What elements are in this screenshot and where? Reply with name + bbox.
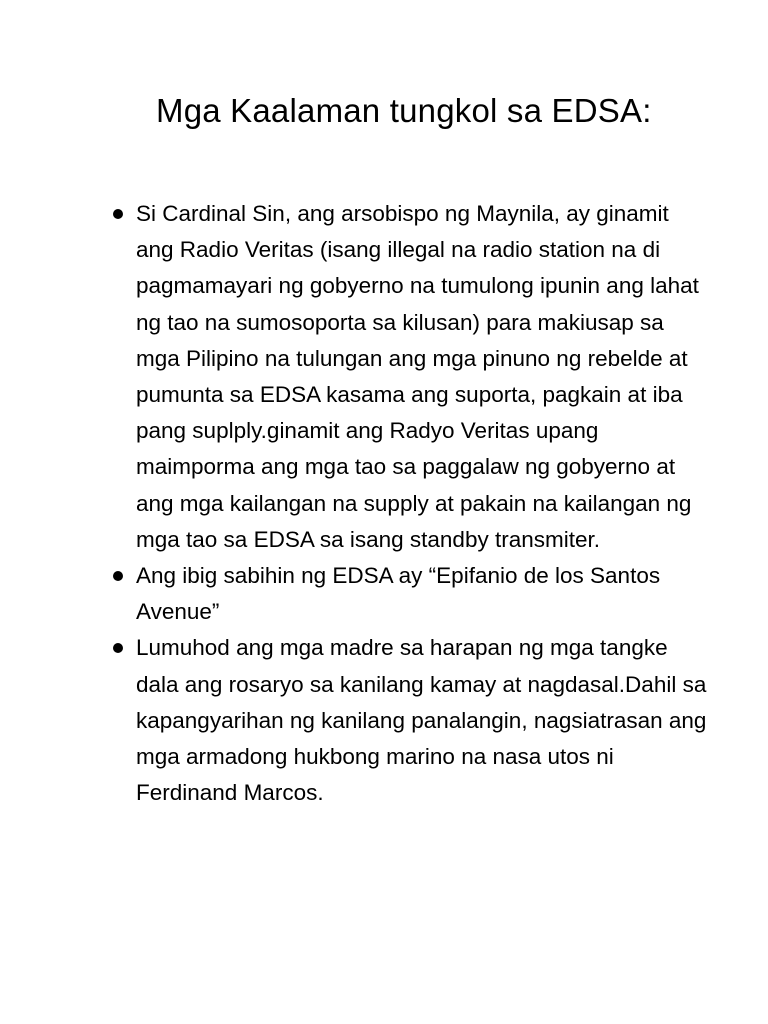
list-item bbox=[108, 196, 708, 558]
list-item-text: Ang ibig sabihin ng EDSA ay “Epifanio de los Santos Avenue” bbox=[136, 563, 661, 625]
document-title: Mga Kaalaman tungkol sa EDSA: bbox=[156, 92, 652, 129]
bullet-icon bbox=[113, 209, 123, 219]
list-item bbox=[108, 630, 708, 811]
list-item bbox=[108, 558, 708, 630]
bullet-list bbox=[108, 196, 708, 811]
list-item-text: Si Cardinal Sin, ang arsobispo ng Maynila, ay ginamit ang Radio Veritas (isang illegal na radio station na di pagmamayari ng gobyerno na tumulong ipunin ang lahat ng tao na sumosoporta sa kilusan) para makiusap sa mga Pilipino na tulungan ang mga pinuno ng rebelde at pumunta sa EDSA kasama ang suporta, pagkain at iba pang suplply.ginamit ang Radyo Veritas upang maimporma ang mga tao sa paggalaw ng gobyerno at ang mga kailangan na supply at pakain na kailangan ng mga tao sa EDSA sa isang standby transmiter. bbox=[136, 201, 699, 552]
bullet-icon bbox=[113, 571, 123, 581]
bullet-icon bbox=[113, 643, 123, 653]
list-item-text: Lumuhod ang mga madre sa harapan ng mga tangke dala ang rosaryo sa kanilang kamay at nagdasal.Dahil sa kapangyarihan ng kanilang panalangin, nagsiatrasan ang mga armadong hukbong marino na nasa utos ni Ferdinand Marcos. bbox=[136, 635, 707, 806]
